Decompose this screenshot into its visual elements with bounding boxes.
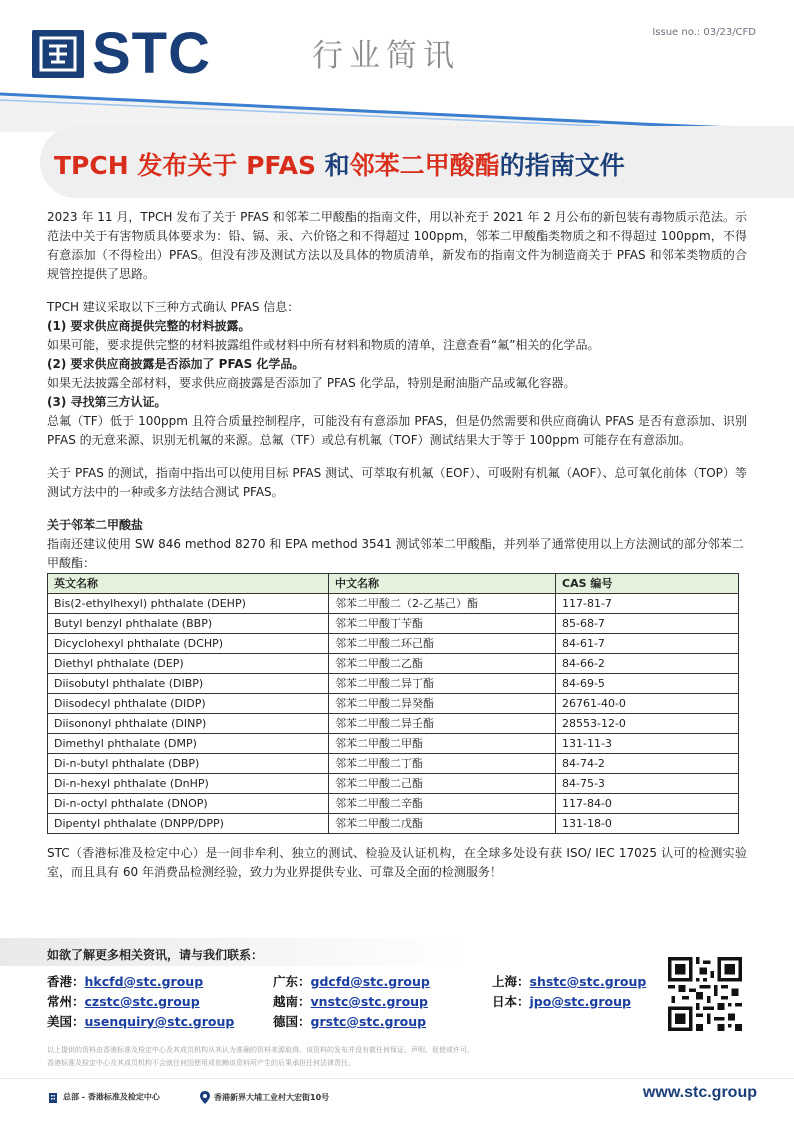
cas-number-cell: 84-61-7: [556, 634, 739, 654]
section-title: 行业简讯: [312, 38, 460, 74]
header-swoosh: [0, 72, 794, 132]
method-3-body: 总氟（TF）低于 100ppm 且符合质量控制程序，可能没有有意添加 PFAS，但是仍然需要和供应商确认 PFAS 是否有意添加、识别 PFAS 的无意来源、识别无机氟的来源。总氟（TF）或总有机氟（TOF）测试结果大于等于 100ppm 可能存在有意添加。: [47, 414, 747, 447]
chinese-name-cell: 邻苯二甲酸二丁酯: [329, 754, 556, 774]
stc-intro-paragraph: STC（香港标准及检定中心）是一间非牟利、独立的测试、检验及认证机构，在全球多处设有获 ISO/ IEC 17025 认可的检测实验室，而且具有 60 年消费品检测经验，致力为业界提供专业、可靠及全面的检测服务！: [47, 846, 747, 879]
english-name-cell: Diethyl phthalate (DEP): [48, 654, 329, 674]
email-link[interactable]: usenquiry@stc.group: [84, 1014, 235, 1029]
cas-number-cell: 84-66-2: [556, 654, 739, 674]
location-pin-icon: [200, 1091, 210, 1104]
stc-logo-icon: [32, 30, 84, 78]
phthalate-table: [47, 573, 739, 834]
cas-number-cell: 117-84-0: [556, 794, 739, 814]
brand-name: STC: [92, 21, 211, 86]
main-content: [47, 208, 747, 882]
table-row: [48, 674, 739, 694]
column-header: 英文名称: [48, 574, 329, 594]
contact-guangdong: 广东：gdcfd@stc.group: [273, 974, 430, 989]
english-name-cell: Di-n-hexyl phthalate (DnHP): [48, 774, 329, 794]
email-link[interactable]: czstc@stc.group: [84, 994, 200, 1009]
phthalate-text: 指南还建议使用 SW 846 method 8270 和 EPA method 3541 测试邻苯二甲酸酯，并列举了通常使用以上方法测试的部分邻苯二甲酸酯：: [47, 537, 744, 570]
column-header: CAS 编号: [556, 574, 739, 594]
qr-code-icon[interactable]: [668, 957, 742, 1031]
table-row: [48, 694, 739, 714]
pfas-tests-paragraph: 关于 PFAS 的测试，指南中指出可以使用目标 PFAS 测试、可萃取有机氟（EOF）、可吸附有机氟（AOF）、总可氧化前体（TOP）等测试方法中的一种或多方法结合测试 PFAS。: [47, 466, 747, 499]
email-link[interactable]: vnstc@stc.group: [310, 994, 429, 1009]
chinese-name-cell: 邻苯二甲酸二辛酯: [329, 794, 556, 814]
method-1-body: 如果可能，要求提供完整的材料披露组件或材料中所有材料和物质的清单，注意查看“氟”相关的化学品。: [47, 338, 600, 352]
cas-number-cell: 84-74-2: [556, 754, 739, 774]
chinese-name-cell: 邻苯二甲酸丁苄酯: [329, 614, 556, 634]
table-row: [48, 594, 739, 614]
table-row: [48, 714, 739, 734]
email-link[interactable]: grstc@stc.group: [310, 1014, 427, 1029]
contact-shanghai: 上海：shstc@stc.group: [492, 974, 647, 989]
contact-vietnam: 越南：vnstc@stc.group: [273, 994, 429, 1009]
english-name-cell: Diisodecyl phthalate (DIDP): [48, 694, 329, 714]
chinese-name-cell: 邻苯二甲酸二戊酯: [329, 814, 556, 834]
method-3-heading: (3) 寻找第三方认证。: [47, 395, 167, 409]
method-2-body: 如果无法披露全部材料，要求供应商披露是否添加了 PFAS 化学品，特别是耐油脂产品或氟化容器。: [47, 376, 576, 390]
cas-number-cell: 131-11-3: [556, 734, 739, 754]
contact-hongkong: 香港：hkcfd@stc.group: [47, 974, 204, 989]
english-name-cell: Di-n-octyl phthalate (DNOP): [48, 794, 329, 814]
email-link[interactable]: hkcfd@stc.group: [84, 974, 204, 989]
column-header: 中文名称: [329, 574, 556, 594]
table-row: [48, 614, 739, 634]
contact-usa: 美国：usenquiry@stc.group: [47, 1014, 235, 1029]
english-name-cell: Dipentyl phthalate (DNPP/DPP): [48, 814, 329, 834]
english-name-cell: Bis(2-ethylhexyl) phthalate (DEHP): [48, 594, 329, 614]
english-name-cell: Butyl benzyl phthalate (BBP): [48, 614, 329, 634]
document-title: TPCH 发布关于 PFAS 和邻苯二甲酸酯的指南文件: [54, 151, 625, 180]
cas-number-cell: 84-75-3: [556, 774, 739, 794]
table-row: [48, 634, 739, 654]
footer-headquarters: 总部 - 香港标准及检定中心: [47, 1091, 160, 1103]
english-name-cell: Diisobutyl phthalate (DIBP): [48, 674, 329, 694]
email-link[interactable]: jpo@stc.group: [529, 994, 631, 1009]
intro-paragraph: 2023 年 11 月，TPCH 发布了关于 PFAS 和邻苯二甲酸酯的指南文件，用以补充于 2021 年 2 月公布的新包装有毒物质示范法。示范法中关于有害物质具体要求为：铅、镉、汞、六价铬之和不得超过 100ppm，邻苯二甲酸酯类物质之和不得超过 100ppm，不得有意添加（不得检出）PFAS。但没有涉及测试方法以及具体的物质清单，新发布的指南文件为制造商关于 PFAS 和邻苯类物质的合规管控提供了思路。: [47, 210, 747, 281]
method-1-heading: (1) 要求供应商提供完整的材料披露。: [47, 319, 251, 333]
contact-title: 如欲了解更多相关资讯，请与我们联系：: [47, 948, 264, 962]
disclaimer: 以上提供的资料由香港标准及检定中心及其成员机构从其认为准确的资料来源取得。该资料的发布并没有做任何保证、声明、促使或许可。 香港标准及检定中心及其成员机构不会就任何因使用或依赖该资料所产生的后果承担任何法律责任。: [47, 1046, 474, 1067]
chinese-name-cell: 邻苯二甲酸二己酯: [329, 774, 556, 794]
building-icon: [47, 1091, 59, 1103]
cas-number-cell: 26761-40-0: [556, 694, 739, 714]
table-row: [48, 814, 739, 834]
methods-lead: TPCH 建议采取以下三种方式确认 PFAS 信息：: [47, 300, 300, 314]
english-name-cell: Diisononyl phthalate (DINP): [48, 714, 329, 734]
issue-number: Issue no.: 03/23/CFD: [652, 27, 756, 38]
email-link[interactable]: gdcfd@stc.group: [310, 974, 430, 989]
cas-number-cell: 117-81-7: [556, 594, 739, 614]
chinese-name-cell: 邻苯二甲酸二（2-乙基己）酯: [329, 594, 556, 614]
english-name-cell: Di-n-butyl phthalate (DBP): [48, 754, 329, 774]
website-link[interactable]: www.stc.group: [642, 1084, 757, 1101]
email-link[interactable]: shstc@stc.group: [529, 974, 647, 989]
english-name-cell: Dimethyl phthalate (DMP): [48, 734, 329, 754]
contact-changzhou: 常州：czstc@stc.group: [47, 994, 200, 1009]
footer-divider: [0, 1078, 794, 1079]
table-row: [48, 654, 739, 674]
footer-address: 香港新界大埔工业村大宏街10号: [200, 1091, 329, 1104]
contact-japan: 日本：jpo@stc.group: [492, 994, 631, 1009]
method-2-heading: (2) 要求供应商披露是否添加了 PFAS 化学品。: [47, 357, 305, 371]
table-header-row: [48, 574, 739, 594]
table-row: [48, 754, 739, 774]
cas-number-cell: 84-69-5: [556, 674, 739, 694]
chinese-name-cell: 邻苯二甲酸二环己酯: [329, 634, 556, 654]
english-name-cell: Dicyclohexyl phthalate (DCHP): [48, 634, 329, 654]
phthalate-heading: 关于邻苯二甲酸盐: [47, 518, 144, 532]
table-row: [48, 734, 739, 754]
cas-number-cell: 85-68-7: [556, 614, 739, 634]
chinese-name-cell: 邻苯二甲酸二异壬酯: [329, 714, 556, 734]
cas-number-cell: 28553-12-0: [556, 714, 739, 734]
chinese-name-cell: 邻苯二甲酸二乙酯: [329, 654, 556, 674]
chinese-name-cell: 邻苯二甲酸二异癸酯: [329, 694, 556, 714]
cas-number-cell: 131-18-0: [556, 814, 739, 834]
contact-germany: 德国：grstc@stc.group: [273, 1014, 427, 1029]
chinese-name-cell: 邻苯二甲酸二甲酯: [329, 734, 556, 754]
table-row: [48, 774, 739, 794]
table-row: [48, 794, 739, 814]
chinese-name-cell: 邻苯二甲酸二异丁酯: [329, 674, 556, 694]
